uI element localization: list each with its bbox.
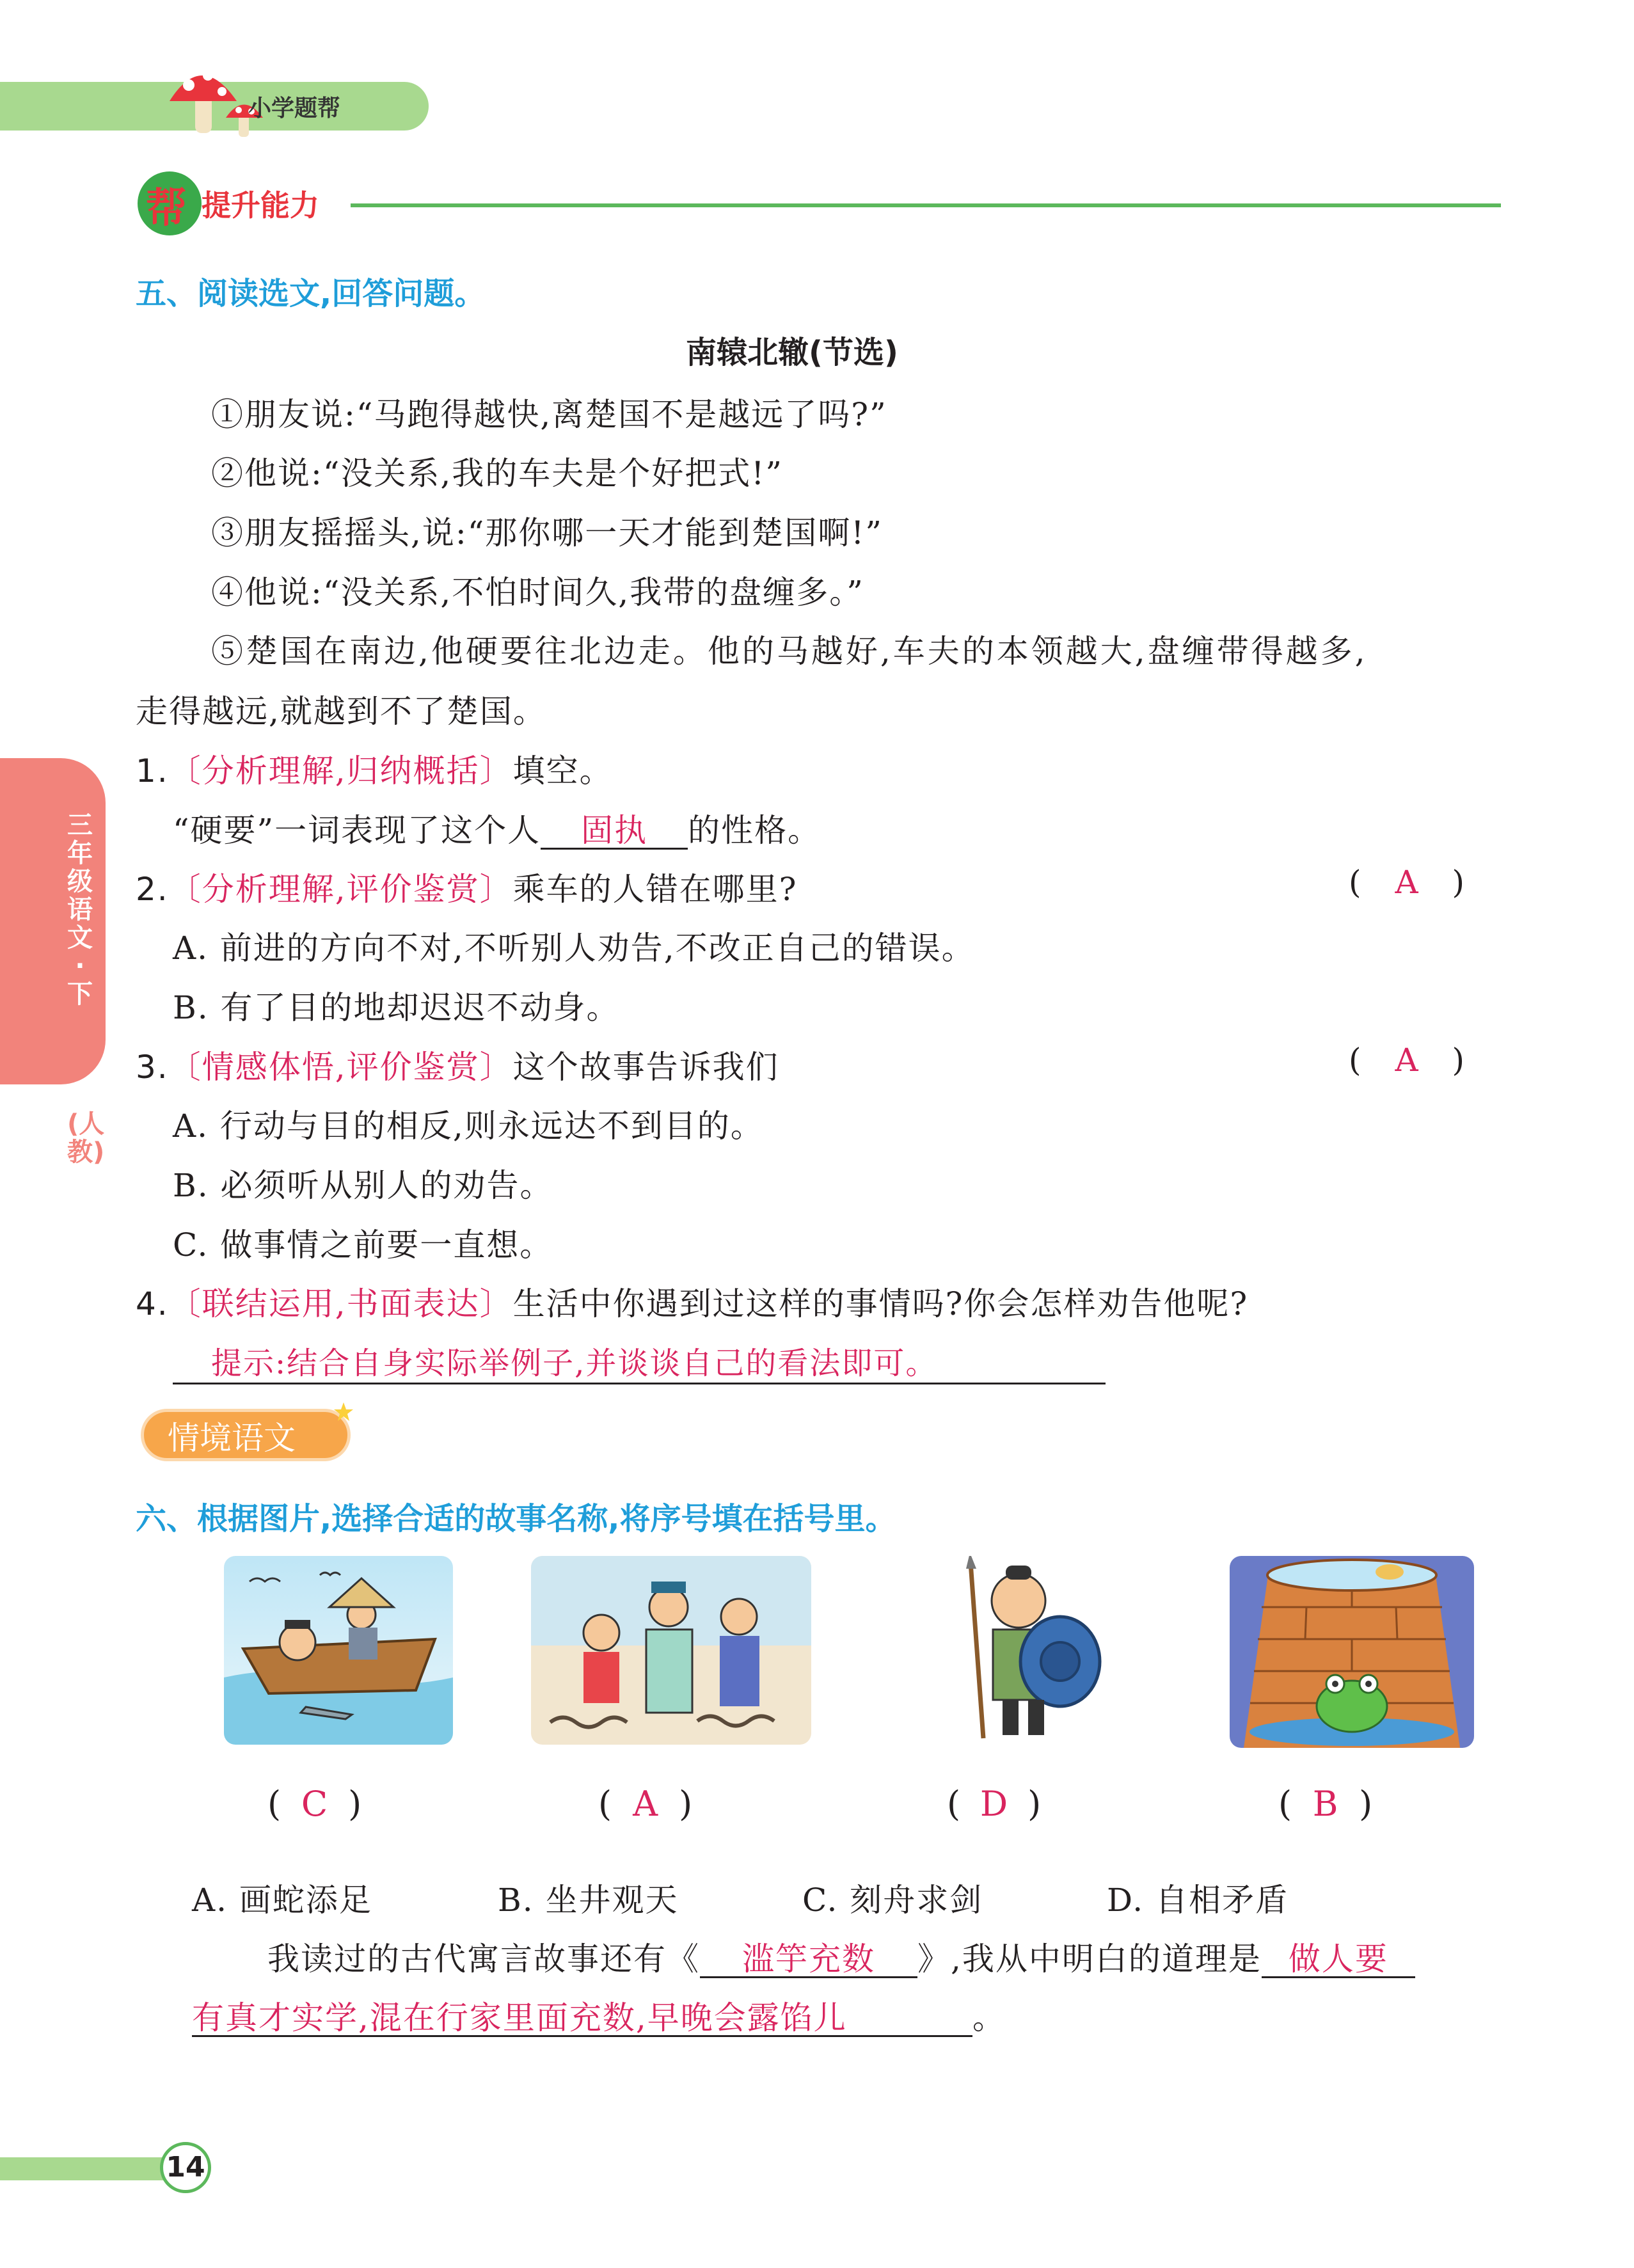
skill-tag: 〔分析理解,归纳概括〕 (168, 752, 513, 789)
item-number: 1. (136, 752, 169, 789)
picture-answer-paren[interactable]: ( D ) (947, 1784, 1042, 1824)
item-number: 2. (136, 871, 169, 908)
question-6-heading: 六、根据图片,选择合适的故事名称,将序号填在括号里。 (136, 1501, 896, 1537)
option-line: A. 行动与目的相反,则永远达不到目的。 (173, 1107, 764, 1145)
item-stem: 这个故事告诉我们 (512, 1049, 779, 1086)
story-option: C. 刻舟求剑 (802, 1882, 983, 1919)
side-tab-edition: (人教) (67, 1109, 105, 1167)
sentence-text: 我读过的古代寓言故事还有《 (267, 1940, 700, 1978)
picture-answer: B (1312, 1784, 1338, 1824)
boat-sword-picture (224, 1556, 453, 1745)
passage-paragraph: ②他说:“没关系,我的车夫是个好把式!” (211, 455, 783, 492)
section-divider (351, 203, 1501, 207)
item-number: 3. (136, 1049, 169, 1086)
option-line: B. 必须听从别人的劝告。 (173, 1167, 553, 1204)
question-5-heading: 五、阅读选文,回答问题。 (136, 276, 486, 312)
option-line: C. 做事情之前要一直想。 (173, 1226, 553, 1264)
frog-well-illustration (1230, 1556, 1474, 1748)
fill-text-before: “硬要”一词表现了这个人 (173, 812, 541, 849)
snake-feet-picture (531, 1556, 811, 1745)
section-badge-char: 帮 (146, 185, 187, 232)
passage-paragraph: ④他说:“没关系,不怕时间久,我带的盘缠多。” (211, 574, 864, 611)
lesson-blank-2[interactable]: 有真才实学,混在行家里面充数,早晚会露馅儿 (192, 2001, 972, 2037)
answer-hint-line[interactable]: 提示:结合自身实际举例子,并谈谈自己的看法即可。 (173, 1338, 1106, 1384)
question-item-3 (136, 1042, 779, 1088)
option-line: B. 有了目的地却迟迟不动身。 (173, 989, 620, 1026)
item-number: 4. (136, 1285, 169, 1322)
passage-paragraph: ③朋友摇摇头,说:“那你哪一天才能到楚国啊!” (211, 514, 883, 551)
passage-paragraph: ①朋友说:“马跑得越快,离楚国不是越远了吗?” (211, 396, 887, 433)
story-blank[interactable]: 滥竽充数 (700, 1942, 917, 1978)
option-line: A. 前进的方向不对,不听别人劝告,不改正自己的错误。 (173, 930, 975, 967)
passage-title: 南辕北辙(节选) (686, 335, 898, 370)
frog-well-picture (1230, 1556, 1474, 1748)
story-option: A. 画蛇添足 (192, 1882, 372, 1919)
sentence-end: 。 (972, 1999, 1006, 2036)
side-tab-grade: 三年级语文·下 (67, 811, 93, 1009)
question-item-2 (136, 864, 797, 910)
story-option: B. 坐井观天 (498, 1882, 679, 1919)
story-option: D. 自相矛盾 (1107, 1882, 1289, 1919)
item-stem: 乘车的人错在哪里? (512, 871, 798, 908)
picture-answer: A (633, 1784, 658, 1824)
picture-answer: C (301, 1784, 328, 1824)
passage-paragraph: ⑤楚国在南边,他硬要往北边走。他的马越好,车夫的本领越大,盘缠带得越多, (211, 633, 1368, 670)
picture-answer: D (980, 1784, 1008, 1824)
item-stem: 生活中你遇到过这样的事情吗?你会怎样劝告他呢? (512, 1285, 1249, 1322)
fill-blank-line (173, 805, 821, 851)
picture-answer-paren[interactable]: ( C ) (267, 1784, 362, 1824)
skill-tag: 〔情感体悟,评价鉴赏〕 (168, 1049, 513, 1086)
sentence-text: 》,我从中明白的道理是 (917, 1940, 1262, 1978)
item-stem: 填空。 (512, 752, 613, 789)
picture-answer-paren[interactable]: ( A ) (598, 1784, 693, 1824)
fill-text-after: 的性格。 (688, 812, 821, 849)
page-number: 14 (166, 2151, 205, 2184)
lesson-blank-1[interactable]: 做人要 (1262, 1942, 1415, 1978)
spear-shield-illustration (948, 1556, 1108, 1745)
skill-tag: 〔分析理解,评价鉴赏〕 (168, 871, 513, 908)
boat-sword-illustration (224, 1556, 453, 1745)
context-badge-label: 情境语文 (168, 1420, 296, 1457)
answer-paren[interactable]: ( A ) (1349, 1042, 1466, 1079)
answer-paren[interactable]: ( A ) (1349, 864, 1466, 901)
star-icon (333, 1401, 354, 1423)
picture-answer-paren[interactable]: ( B ) (1278, 1784, 1373, 1824)
spear-shield-picture (948, 1556, 1108, 1745)
answer-choice: A (1395, 864, 1420, 901)
question-item-4 (136, 1278, 1248, 1324)
footer-bar (0, 2157, 176, 2180)
answer-blank[interactable]: 固执 (541, 814, 688, 850)
answer-choice: A (1395, 1042, 1420, 1079)
brand-label: 小学题帮 (248, 95, 341, 122)
extension-sentence-cont (192, 1992, 1006, 2038)
section-title: 提升能力 (202, 188, 319, 223)
passage-paragraph: 走得越远,就越到不了楚国。 (136, 693, 546, 730)
skill-tag: 〔联结运用,书面表达〕 (168, 1285, 513, 1322)
extension-sentence (267, 1933, 1415, 1979)
snake-feet-illustration (531, 1556, 811, 1745)
question-item-1 (136, 745, 613, 791)
